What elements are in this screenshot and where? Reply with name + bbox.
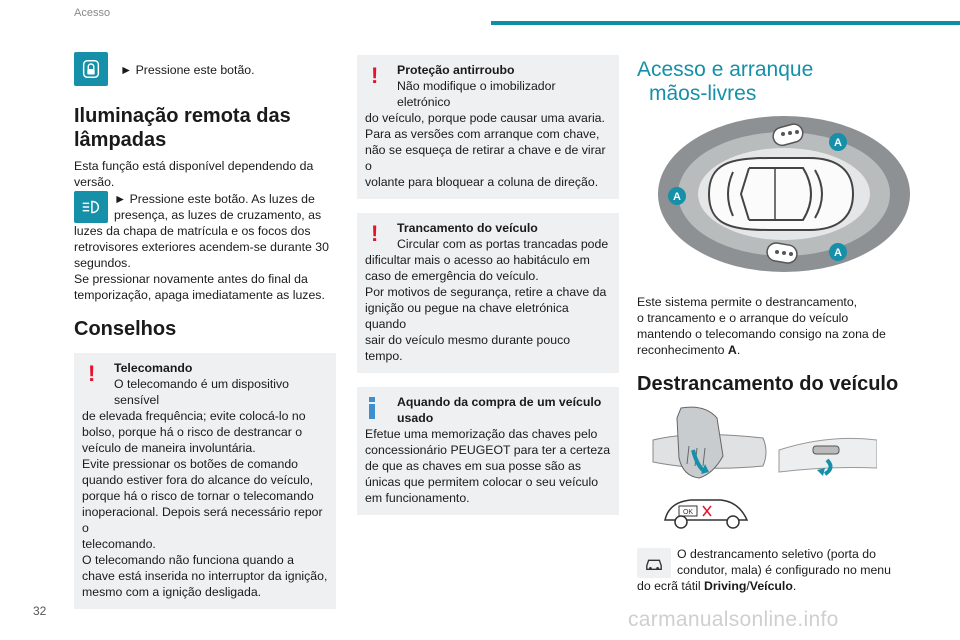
info-aquando — [357, 387, 619, 515]
title-line-1: Acesso e arranque — [637, 58, 814, 81]
destrancamento-title: Destrancamento do veículo — [637, 373, 899, 395]
warning-line: caso de emergência do veículo. — [365, 269, 539, 283]
lights-line-1: ► Pressione este botão. As luzes de — [114, 192, 315, 206]
seletivo-paragraph — [637, 546, 917, 594]
handsfree-zone-illustration — [637, 112, 917, 282]
warning-line: porque há o risco de tornar o telecomando — [82, 489, 314, 503]
warning-title: Trancamento do veículo — [397, 221, 538, 235]
warning-line: chave está inserida no interruptor da ignição, — [82, 569, 328, 583]
padlock-icon — [74, 52, 108, 86]
column-3 — [637, 58, 917, 594]
warning-line: inoperacional. Depois será necessário repor o — [82, 505, 323, 535]
seletivo-line-1: O destrancamento seletivo (porta do — [677, 547, 876, 561]
car-settings-icon — [637, 548, 671, 578]
lights-line: Se pressionar novamente antes do final da — [74, 272, 308, 286]
ok-label: OK — [682, 509, 694, 516]
info-line: de que as chaves em sua posse são as — [365, 459, 582, 473]
info-title-line-2: usado — [397, 411, 434, 425]
section-title-handsfree — [637, 58, 917, 106]
warning-line: não se esqueça de retirar a chave e de virar o — [365, 143, 606, 173]
warning-first-line: Não modifique o imobilizador eletrónico — [397, 79, 556, 109]
warning-first-line: O telecomando é um dispositivo sensível — [114, 377, 289, 407]
section-title-line-2: lâmpadas — [74, 129, 167, 151]
section-title-line-1: Iluminação remota das — [74, 105, 291, 127]
title-line-2: mãos-livres — [649, 82, 757, 105]
column-1 — [74, 52, 336, 623]
conselhos-title: Conselhos — [74, 318, 177, 340]
footer-watermark: carmanualsonline.info — [628, 608, 839, 631]
remote-lock-row — [74, 52, 336, 86]
system-line: mantendo o telecomando consigo na zona de — [637, 327, 886, 341]
warning-line: dificultar mais o acesso ao habitáculo em — [365, 253, 590, 267]
info-title-line-1: Aquando da compra de um veículo — [397, 395, 602, 409]
info-line: Efetue uma memorização das chaves pelo — [365, 427, 598, 441]
header-accent-bar — [491, 21, 960, 25]
system-line: Este sistema permite o destrancamento, — [637, 295, 858, 309]
warning-line: Evite pressionar os botões de comando — [82, 457, 299, 471]
lights-line: retrovisores exteriores acendem-se durante 30 — [74, 240, 329, 254]
warning-icon: ! — [371, 63, 379, 88]
warning-first-line: Circular com as portas trancadas pode — [397, 237, 609, 251]
intro-line-1: Esta função está disponível dependendo da — [74, 159, 314, 173]
seletivo-line-3: do ecrã tátil Driving/Veículo. — [637, 579, 797, 593]
zone-label-bottom: A — [834, 247, 842, 259]
system-line: o trancamento e o arranque do veículo — [637, 311, 849, 325]
warning-line: telecomando. — [82, 537, 156, 551]
warning-trancamento — [357, 213, 619, 373]
warning-line: sair do veículo mesmo durante pouco tempo. — [365, 333, 571, 363]
lights-paragraph — [74, 191, 336, 303]
lights-line: temporização, apaga imediatamente as luzes. — [74, 288, 325, 302]
zone-marker-a — [829, 133, 847, 151]
info-line: em funcionamento. — [365, 491, 470, 505]
warning-line: O telecomando não funciona quando a — [82, 553, 294, 567]
lights-line: segundos. — [74, 256, 131, 270]
intro-line-2: versão. — [74, 175, 115, 189]
press-button-text: ► Pressione este botão. — [120, 63, 255, 77]
intro-paragraph — [74, 158, 336, 190]
warning-icon: ! — [88, 361, 96, 386]
warning-line: do veículo, porque pode causar uma avaria. — [365, 111, 605, 125]
info-line: únicas que permitem colocar o seu veículo — [365, 475, 599, 489]
door-unlock-illustration — [637, 402, 877, 534]
info-line: concessionário PEUGEOT para ter a certeza — [365, 443, 611, 457]
zone-label-top: A — [834, 137, 842, 149]
warning-title: Proteção antirroubo — [397, 63, 515, 77]
system-last-line: reconhecimento A. — [637, 343, 741, 357]
warning-line: Para as versões com arranque com chave, — [365, 127, 600, 141]
zone-marker-a — [668, 187, 686, 205]
warning-icon: ! — [371, 221, 379, 246]
warning-line: volante para bloquear a coluna de direção. — [365, 175, 599, 189]
header-title: Acesso — [74, 7, 111, 19]
seletivo-line-2: condutor, mala) é configurado no menu — [677, 563, 891, 577]
section-title-remote-lighting — [74, 104, 336, 152]
system-paragraph — [637, 294, 917, 358]
warning-protecao — [357, 55, 619, 199]
warning-line: bolso, porque há o risco de destrancar o — [82, 425, 303, 439]
warning-telecomando — [74, 353, 336, 609]
warning-line: Por motivos de segurança, retire a chave da — [365, 285, 607, 299]
warning-line: quando estiver fora do alcance do veículo, — [82, 473, 314, 487]
column-2 — [357, 55, 619, 529]
warning-line: veículo de maneira involuntária. — [82, 441, 256, 455]
info-icon — [369, 397, 375, 419]
warning-title: Telecomando — [114, 361, 193, 375]
lights-line-2: presença, as luzes de cruzamento, as — [114, 208, 322, 222]
warning-line: de elevada frequência; evite colocá-lo no — [82, 409, 306, 423]
lights-line: luzes da chapa de matrícula e os focos dos — [74, 224, 311, 238]
warning-line: ignição ou pegue na chave eletrónica quando — [365, 301, 569, 331]
headlight-icon — [74, 191, 108, 223]
zone-marker-a — [829, 243, 847, 261]
page-number: 32 — [33, 604, 47, 618]
zone-label-left: A — [673, 191, 681, 203]
warning-line: mesmo com a ignição desligada. — [82, 585, 262, 599]
